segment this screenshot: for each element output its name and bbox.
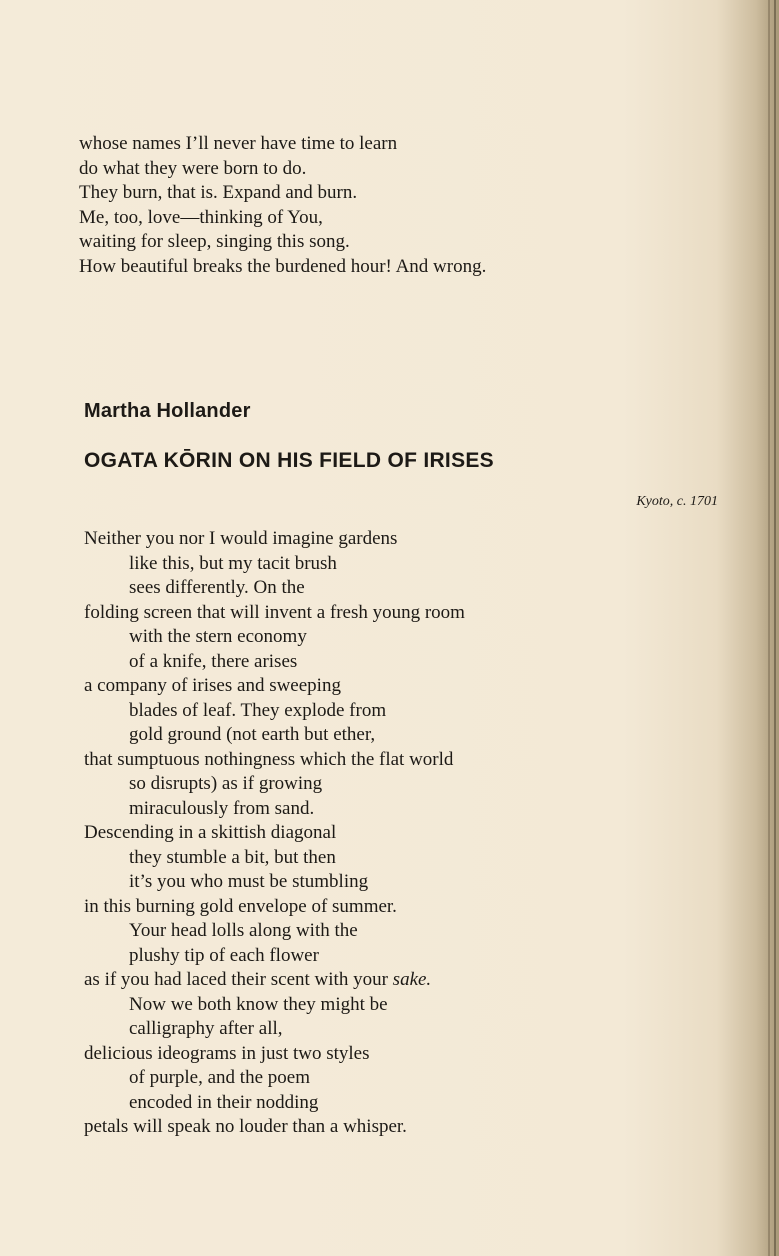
poem-line: that sumptuous nothingness which the flat world (84, 748, 454, 770)
poem-line: plushy tip of each flower (129, 944, 319, 966)
poem-line: they stumble a bit, but then (129, 846, 336, 868)
page-edge-line (768, 0, 770, 1256)
poem-line: like this, but my tacit brush (129, 552, 337, 574)
poem-line: petals will speak no louder than a whisper. (84, 1116, 407, 1137)
poem-line: delicious ideograms in just two styles (84, 1042, 370, 1064)
poem-line: calligraphy after all, (129, 1018, 283, 1039)
poem-line: in this burning gold envelope of summer. (84, 895, 397, 917)
page-edge-line (774, 0, 776, 1256)
poem-line: a company of irises and sweeping (84, 675, 341, 696)
poem-line: Your head lolls along with the (129, 920, 358, 941)
poem-line: so disrupts) as if growing (129, 773, 323, 794)
poem-line: How beautiful breaks the burdened hour! And wrong. (79, 255, 487, 277)
poem-line: They burn, that is. Expand and burn. (79, 182, 358, 203)
poem-line-italic: sake. (392, 969, 432, 990)
previous-poem-ending (79, 132, 486, 279)
poem-body (84, 527, 465, 1140)
epigraph: Kyoto, c. 1701 (636, 494, 718, 509)
author-name: Martha Hollander (84, 400, 251, 422)
poem-line: whose names I’ll never have time to learn (79, 133, 398, 154)
poem-line: waiting for sleep, singing this song. (79, 231, 350, 252)
poem-line: of a knife, there arises (129, 650, 298, 672)
poem-line: folding screen that will invent a fresh young room (84, 601, 465, 623)
poem-line: with the stern economy (129, 626, 307, 647)
poem-line: sees differently. On the (129, 577, 305, 598)
poem-line: Me, too, love—thinking of You, (79, 206, 323, 228)
poem-line: blades of leaf. They explode from (129, 699, 387, 721)
poem-line: Neither you nor I would imagine gardens (84, 528, 398, 549)
poem-line: of purple, and the poem (129, 1067, 310, 1088)
poem-line (84, 968, 465, 993)
poem-line: encoded in their nodding (129, 1091, 319, 1113)
poem-line: Descending in a skittish diagonal (84, 822, 337, 843)
poem-line: do what they were born to do. (79, 157, 307, 179)
poem-line: miraculously from sand. (129, 797, 315, 819)
poem-line: Now we both know they might be (129, 993, 388, 1015)
poem-line: gold ground (not earth but ether, (129, 724, 376, 745)
poem-line: it’s you who must be stumbling (129, 871, 369, 892)
poem-line-text: as if you had laced their scent with your (84, 969, 388, 990)
poem-title: OGATA KŌRIN ON HIS FIELD OF IRISES (84, 449, 494, 472)
